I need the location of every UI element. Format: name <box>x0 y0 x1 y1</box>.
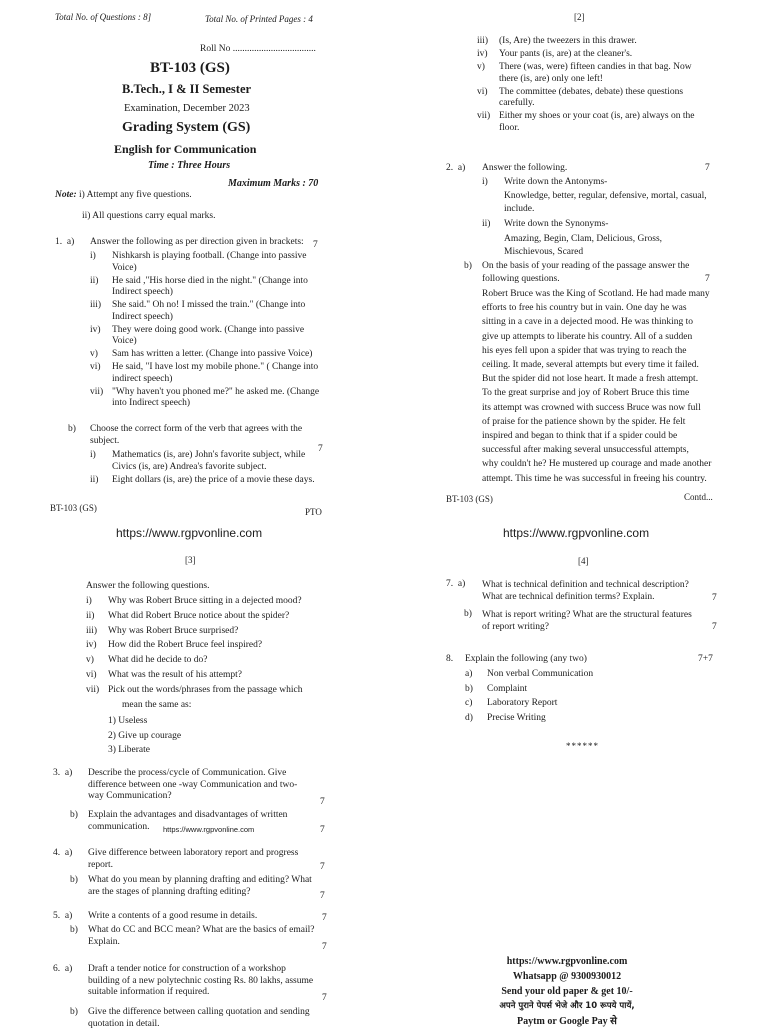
q6a-marks: 7 <box>322 993 327 1003</box>
p3-item-label: iii) <box>86 625 108 639</box>
q1a-item <box>90 349 330 361</box>
q2a-i-words: Knowledge, better, regular, defensive, mortal, casual, <box>504 191 707 203</box>
p2-item-label: vii) <box>477 111 499 123</box>
q1b-item-label: ii) <box>90 475 112 487</box>
p2-item-cont: floor. <box>477 123 722 135</box>
q7a <box>482 579 689 603</box>
promo-line: Whatsapp @ 9300930012 <box>462 969 672 984</box>
q8-item-text: Complaint <box>487 684 527 694</box>
q1a-item-text: He said, "I have lost my mobile phone." ( Change into <box>112 362 318 372</box>
passage-line: give up attempts to liberate his country. All of a sudden <box>482 330 722 344</box>
url-left[interactable]: https://www.rgpvonline.com <box>116 526 262 540</box>
q1a-item <box>90 251 330 274</box>
p3-item <box>86 595 336 609</box>
q3a <box>88 768 297 803</box>
q7b-label: b) <box>464 609 472 619</box>
url-right[interactable]: https://www.rgpvonline.com <box>503 526 649 540</box>
q1a-item <box>90 387 330 410</box>
q1a-item-text: She said." Oh no! I missed the train." (Change into <box>112 300 305 310</box>
q2a-ii-words: Amazing, Begin, Clam, Delicious, Gross, <box>504 234 662 246</box>
total-questions: Total No. of Questions : 8] <box>55 12 151 22</box>
p2-item-label: vi) <box>477 87 499 99</box>
footer-contd: Contd... <box>684 492 713 502</box>
p3-item-text: Pick out the words/phrases from the passage which <box>108 685 302 695</box>
note-1: i) Attempt any five questions. <box>79 190 192 200</box>
q6a <box>88 964 313 999</box>
p2-item-text: The committee (debates, debate) these questions <box>499 87 683 97</box>
q4a-line: Give difference between laboratory report and progress <box>88 848 298 860</box>
exam-title: Examination, December 2023 <box>124 103 250 114</box>
p3-item-text: How did the Robert Bruce feel inspired? <box>108 640 262 650</box>
q1a-item-text: Nishkarsh is playing football. (Change into passive <box>112 251 306 261</box>
q1a-item <box>90 362 330 385</box>
course-title: B.Tech., I & II Semester <box>122 82 251 97</box>
q7b-line: What is report writing? What are the structural features <box>482 609 692 621</box>
max-marks: Maximum Marks : 70 <box>228 178 318 189</box>
q1a-list <box>90 251 330 411</box>
q4a-line: report. <box>88 860 298 872</box>
q1a-item-label: iv) <box>90 325 112 337</box>
q8-item <box>465 683 593 697</box>
vii-word-line: 1) Useless <box>108 714 181 729</box>
q1-number: 1. a) <box>55 237 74 247</box>
p3-item-label: i) <box>86 595 108 609</box>
q4a-marks: 7 <box>320 862 325 872</box>
q1a-item-label: vii) <box>90 387 112 399</box>
promo-url[interactable]: https://www.rgpvonline.com <box>462 954 672 969</box>
q3b-label: b) <box>70 810 78 820</box>
q3b-url[interactable]: https://www.rgpvonline.com <box>163 825 254 834</box>
q4b-line: What do you mean by planning drafting and editing? What <box>88 875 312 887</box>
q6b-label: b) <box>70 1007 78 1017</box>
passage-line: inspired and began to think that if a spider could be <box>482 429 722 443</box>
q3b-marks: 7 <box>320 825 325 835</box>
p3-item <box>86 625 336 639</box>
q1b-item-label: i) <box>90 450 112 462</box>
p3-item <box>86 669 336 683</box>
promo-line: अपने पुराने पेपर्स भेजे और 10 रूपये पायें, <box>462 999 672 1014</box>
p3-item-label: vi) <box>86 669 108 683</box>
paper-code: BT-103 (GS) <box>150 60 230 77</box>
q4b-label: b) <box>70 875 78 885</box>
p2-item <box>477 87 722 110</box>
p2-item <box>477 49 722 61</box>
q8-number: 8. <box>446 654 453 664</box>
q1a-item-cont: into Indirect speech) <box>90 398 330 410</box>
q8-list <box>465 668 593 726</box>
vii-word-line: 3) Liberate <box>108 743 181 758</box>
q1b-label: b) <box>68 424 76 434</box>
q1a-item-cont: Indirect speech) <box>90 312 330 324</box>
page-number-3: [3] <box>185 555 196 565</box>
q1a-marks: 7 <box>313 240 318 250</box>
q1a-item-label: ii) <box>90 276 112 288</box>
page-number-4: [4] <box>578 556 589 566</box>
q4b-line: are the stages of planning drafting editing? <box>88 887 312 899</box>
q1b-item <box>90 450 335 473</box>
p3-item-label: iv) <box>86 639 108 653</box>
q1b-item <box>90 475 335 487</box>
q8-marks: 7+7 <box>698 654 713 664</box>
total-pages: Total No. of Printed Pages : 4 <box>205 14 313 24</box>
q6b-line: quotation in detail. <box>88 1019 310 1030</box>
passage-line: ceiling. It made, several attempts but every time it failed. <box>482 358 722 372</box>
q2a-ii: ii) Write down the Synonyms- <box>482 219 608 231</box>
q1a-item-text: He said ,"His horse died in the night." (Change into <box>112 276 308 286</box>
q8-item <box>465 712 593 726</box>
passage-line: his eyes fell upon a spider that was trying to reach the <box>482 344 722 358</box>
q3b-line: communication. <box>88 822 287 834</box>
q2a-text: Answer the following. <box>482 163 567 175</box>
q7b-line: of report writing? <box>482 621 692 633</box>
q1a-item-label: iii) <box>90 300 112 312</box>
q1a-item-label: vi) <box>90 362 112 374</box>
p3-item <box>86 610 336 624</box>
q4-number: 4. a) <box>53 848 72 858</box>
q3a-line: way Communication? <box>88 791 297 803</box>
q3a-line: difference between one -way Communication and two- <box>88 780 297 792</box>
q5b-line: What do CC and BCC mean? What are the basics of email? <box>88 925 314 937</box>
q8-item-label: c) <box>465 697 487 711</box>
note-label: Note: <box>55 190 77 200</box>
p2-item <box>477 36 722 48</box>
q5b <box>88 925 314 948</box>
q1b-text-1: Choose the correct form of the verb that agrees with the <box>90 424 302 436</box>
q7-number: 7. a) <box>446 579 465 589</box>
q2b-text-2: following questions. <box>482 274 560 286</box>
q1b-item-text: Eight dollars (is, are) the price of a movie these days. <box>112 475 315 485</box>
q7b <box>482 609 692 633</box>
p2-item-label: iii) <box>477 36 499 48</box>
q1a-item <box>90 276 330 299</box>
passage-line: attempt. This time he was successful in freeing his country. <box>482 472 722 486</box>
p3-item-text: What did he decide to do? <box>108 655 207 665</box>
q1a-item-text: Sam has written a letter. (Change into passive Voice) <box>112 349 312 359</box>
q2b-label: b) <box>464 261 472 271</box>
q7a-line: What is technical definition and technical description? <box>482 579 689 591</box>
q6b <box>88 1007 310 1030</box>
q3b-line: Explain the advantages and disadvantages of written <box>88 810 287 822</box>
p2-item-text: There (was, were) fifteen candies in that bag. Now <box>499 62 692 72</box>
q1a-item-cont: Voice) <box>90 336 330 348</box>
q3-number: 3. a) <box>53 768 72 778</box>
q6a-line: building of a new polytechnic costing Rs. 80 lakhs, assume <box>88 976 313 988</box>
note-2: ii) All questions carry equal marks. <box>82 211 216 223</box>
q8-item-label: b) <box>465 683 487 697</box>
time-info: Time : Three Hours <box>148 160 230 171</box>
footer-code-1: BT-103 (GS) <box>50 503 97 513</box>
q7a-marks: 7 <box>712 593 717 603</box>
p2-item-label: iv) <box>477 49 499 61</box>
q1b-item-cont: Civics (is, are) Andrea's favorite subject. <box>90 462 335 474</box>
p3-item-label: ii) <box>86 610 108 624</box>
q1b-marks: 7 <box>318 444 323 454</box>
q8-item-text: Non verbal Communication <box>487 669 593 679</box>
q8-item-label: d) <box>465 712 487 726</box>
q8-item <box>465 668 593 682</box>
footer-pto: PTO <box>305 507 322 517</box>
q8-item <box>465 697 593 711</box>
footer-code-2: BT-103 (GS) <box>446 494 493 504</box>
p2-verb-list <box>477 36 722 136</box>
q6b-line: Give the difference between calling quotation and sending <box>88 1007 310 1019</box>
passage-line: why couldn't he? He mustered up courage and made another <box>482 457 722 471</box>
q5a-text: Write a contents of a good resume in details. <box>88 911 257 923</box>
p2-item-label: v) <box>477 62 499 74</box>
promo-block <box>462 954 672 1029</box>
passage-line: sitting in a cave in a dejected mood. He was thinking to <box>482 315 722 329</box>
end-marker: ****** <box>566 741 599 751</box>
q2a-i: i) Write down the Antonyms- <box>482 177 607 189</box>
q3a-marks: 7 <box>320 797 325 807</box>
p2-item <box>477 62 722 85</box>
p3-item-text: Why was Robert Bruce sitting in a dejected mood? <box>108 596 302 606</box>
q1a-text: Answer the following as per direction given in brackets: <box>90 237 304 249</box>
q-intro: Answer the following questions. <box>86 581 210 593</box>
passage-line: To the great surprise and joy of Robert Bruce this time <box>482 386 722 400</box>
q5a-marks: 7 <box>322 913 327 923</box>
q4a <box>88 848 298 871</box>
page-number-2: [2] <box>574 12 585 22</box>
passage-line: But the spider did not lose heart. It made a fresh attempt. <box>482 372 722 386</box>
roll-no: Roll No ................................... <box>200 44 316 56</box>
scheme-title: Grading System (GS) <box>122 120 250 136</box>
q1a-item-text: They were doing good work. (Change into passive <box>112 325 304 335</box>
p2-item-text: (Is, Are) the tweezers in this drawer. <box>499 36 637 46</box>
q2b-text-1: On the basis of your reading of the passage answer the <box>482 261 689 273</box>
p3-item-text: What did Robert Bruce notice about the spider? <box>108 611 289 621</box>
q6a-line: suitable information if required. <box>88 987 313 999</box>
vii-word-line: 2) Give up courage <box>108 729 181 744</box>
passage-line: successful after making several unsuccessful attempts, <box>482 443 722 457</box>
p3-item-label: vii) <box>86 684 108 698</box>
vii-cont: mean the same as: <box>122 700 191 712</box>
p3-questions <box>86 595 336 699</box>
q4b-marks: 7 <box>320 891 325 901</box>
q2a-ii-text: Write down the Synonyms- <box>504 219 608 229</box>
promo-line: Send your old paper & get 10/- <box>462 984 672 999</box>
passage-line: Robert Bruce was the King of Scotland. He had made many <box>482 287 722 301</box>
vii-words <box>108 714 181 758</box>
passage <box>482 287 722 486</box>
q2a-ii-words-2: Mischievous, Scared <box>504 247 583 259</box>
p3-item-text: What was the result of his attempt? <box>108 670 242 680</box>
q4b <box>88 875 312 898</box>
passage-line: of praise for the patience shown by the spider. He felt <box>482 415 722 429</box>
subject-title: English for Communication <box>114 142 256 157</box>
p3-item <box>86 684 336 698</box>
q8-item-label: a) <box>465 668 487 682</box>
q6a-line: Draft a tender notice for construction of a workshop <box>88 964 313 976</box>
q3a-line: Describe the process/cycle of Communication. Give <box>88 768 297 780</box>
p2-item-text: Either my shoes or your coat (is, are) always on the <box>499 111 694 121</box>
p2-item-text: Your pants (is, are) at the cleaner's. <box>499 49 632 59</box>
p2-item <box>477 111 722 134</box>
p3-item <box>86 654 336 668</box>
q8-item-text: Precise Writing <box>487 713 546 723</box>
q1a-item-label: v) <box>90 349 112 361</box>
q8-item-text: Laboratory Report <box>487 698 557 708</box>
passage-line: efforts to free his country but in vain. One day he was <box>482 301 722 315</box>
p3-item-label: v) <box>86 654 108 668</box>
note <box>55 190 192 202</box>
q1a-item-cont: Voice) <box>90 263 330 275</box>
q1a-item <box>90 300 330 323</box>
q1b-list <box>90 450 335 488</box>
q5-number: 5. a) <box>53 911 72 921</box>
passage-line: its attempt was crowned with success Bruce was now full <box>482 401 722 415</box>
q6-number: 6. a) <box>53 964 72 974</box>
p2-item-cont: carefully. <box>477 98 722 110</box>
q1a-item-cont: indirect speech) <box>90 374 330 386</box>
q2a-i-text: Write down the Antonyms- <box>504 177 607 187</box>
q1a-item <box>90 325 330 348</box>
q7a-line: What are technical definition terms? Explain. <box>482 591 689 603</box>
q1b-text-2: subject. <box>90 436 119 448</box>
p3-item <box>86 639 336 653</box>
q1a-item-text: "Why haven't you phoned me?" he asked me. (Change <box>112 387 319 397</box>
p2-item-cont: there (is, are) only one left! <box>477 74 722 86</box>
q1b-item-text: Mathematics (is, are) John's favorite subject, while <box>112 450 305 460</box>
q7b-marks: 7 <box>712 622 717 632</box>
q5b-marks: 7 <box>322 942 327 952</box>
promo-line: Paytm or Google Pay से <box>462 1014 672 1029</box>
q8-text: Explain the following (any two) <box>465 654 587 666</box>
q5b-line: Explain. <box>88 937 314 949</box>
q5b-label: b) <box>70 925 78 935</box>
p3-item-text: Why was Robert Bruce surprised? <box>108 626 238 636</box>
q2a-marks: 7 <box>705 163 710 173</box>
q2a-i-words-2: include. <box>504 204 534 216</box>
q1a-item-cont: Indirect speech) <box>90 287 330 299</box>
q1a-item-label: i) <box>90 251 112 263</box>
q2-number: 2. a) <box>446 163 465 173</box>
q2b-marks: 7 <box>705 274 710 284</box>
